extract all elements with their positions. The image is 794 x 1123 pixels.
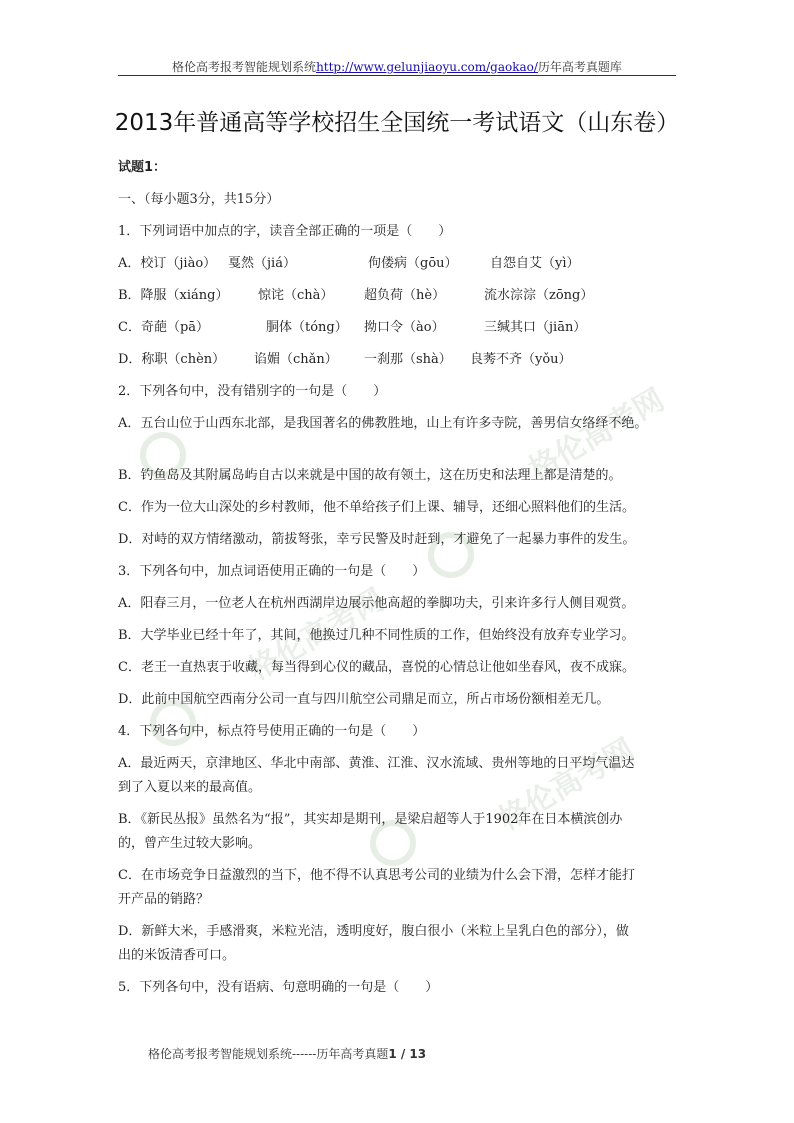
option-cell: 谄媚（chǎn） <box>254 352 338 367</box>
part-heading: 一、（每小题3分，共15分） <box>118 192 280 207</box>
option-cell: 三缄其口（jiān） <box>484 320 587 335</box>
option-cell: B．降服（xiáng） <box>118 288 229 303</box>
question-3-option-d: D．此前中国航空西南分公司一直与四川航空公司鼎足而立，所占市场份额相差无几。 <box>118 692 610 707</box>
question-1-stem: 1．下列词语中加点的字，读音全部正确的一项是（ ） <box>118 224 452 239</box>
watermark-text: 格伦高考网 <box>493 732 641 838</box>
question-4-option-b-cont: 的，曾产生过较大影响。 <box>118 836 262 851</box>
document-title: 2013年普通高等学校招生全国统一考试语文（山东卷） <box>114 110 680 136</box>
option-cell: 佝偻病（gōu） <box>368 256 458 271</box>
option-cell: 惊诧（chà） <box>258 288 334 303</box>
header-divider <box>118 75 676 76</box>
option-cell: A．校订（jiào） <box>118 256 217 271</box>
question-2-option-c: C．作为一位大山深处的乡村教师，他不单给孩子们上课、辅导，还细心照料他们的生活。 <box>118 500 635 515</box>
question-4-option-a-cont: 到了入夏以来的最高值。 <box>118 780 262 795</box>
header-prefix: 格伦高考报考智能规划系统 <box>172 60 317 74</box>
question-4-option-b: B．《新民丛报》虽然名为“报”，其实却是期刊，是梁启超等人于1902年在日本横滨创办 <box>118 812 623 827</box>
question-3-option-c: C．老王一直热衷于收藏，每当得到心仪的藏品，喜悦的心情总让他如坐春风，夜不成寐。 <box>118 660 635 675</box>
watermark-text: 格伦高考网 <box>523 382 671 488</box>
footer-text: 格伦高考报考智能规划系统------历年高考真题 <box>148 1047 389 1061</box>
question-4-option-d-cont: 出的米饭清香可口。 <box>118 948 236 963</box>
question-4-option-c-cont: 开产品的销路？ <box>118 892 210 907</box>
option-cell: 良莠不齐（yǒu） <box>470 352 572 367</box>
question-4-option-a: A．最近两天，京津地区、华北中南部、黄淮、江淮、汉水流域、贵州等地的日平均气温达 <box>118 756 635 771</box>
question-4-stem: 4．下列各句中，标点符号使用正确的一句是（ ） <box>118 724 426 739</box>
page-number: 1 / 13 <box>388 1047 427 1061</box>
question-2-option-d: D．对峙的双方情绪激动，箭拔弩张，幸亏民警及时赶到，才避免了一起暴力事件的发生。 <box>118 532 636 547</box>
question-2-option-a: A．五台山位于山西东北部，是我国著名的佛教胜地，山上有许多寺院，善男信女络绎不绝。 <box>118 416 648 431</box>
option-cell: 超负荷（hè） <box>364 288 446 303</box>
page-footer <box>148 1045 426 1062</box>
question-4-option-c: C．在市场竞争日益激烈的当下，他不得不认真思考公司的业绩为什么会下滑，怎样才能打 <box>118 868 635 883</box>
question-2-stem: 2．下列各句中，没有错别字的一句是（ ） <box>118 384 387 399</box>
question-3-stem: 3．下列各句中，加点词语使用正确的一句是（ ） <box>118 564 426 579</box>
page-header <box>0 58 794 75</box>
option-cell: 拗口令（ào） <box>364 320 445 335</box>
option-cell: 一刹那（shà） <box>364 352 452 367</box>
section-label: 试题1： <box>118 160 167 175</box>
question-3-option-b: B．大学毕业已经十年了，其间，他换过几种不同性质的工作，但始终没有放弃专业学习。 <box>118 628 635 643</box>
question-2-option-b: B．钓鱼岛及其附属岛屿自古以来就是中国的故有领土，这在历史和法理上都是清楚的。 <box>118 468 622 483</box>
option-cell: 胴体（tóng） <box>266 320 348 335</box>
option-cell: C．奇葩（pā） <box>118 320 210 335</box>
question-3-option-a: A．阳春三月，一位老人在杭州西湖岸边展示他高超的拳脚功夫，引来许多行人侧目观赏。 <box>118 596 635 611</box>
header-link[interactable]: http://www.gelunjiaoyu.com/gaokao/ <box>316 60 538 74</box>
header-suffix: 历年高考真题库 <box>537 60 622 74</box>
option-cell: 流水淙淙（zōng） <box>484 288 594 303</box>
watermark-text: 格伦高考网 <box>243 582 391 688</box>
question-5-stem: 5．下列各句中，没有语病、句意明确的一句是（ ） <box>118 980 439 995</box>
option-cell: D．称职（chèn） <box>118 352 226 367</box>
option-cell: 戛然（jiá） <box>228 256 296 271</box>
question-4-option-d: D．新鲜大米，手感滑爽，米粒光洁，透明度好，腹白很小（米粒上呈乳白色的部分），做 <box>118 924 629 939</box>
option-cell: 自怨自艾（yì） <box>490 256 580 271</box>
